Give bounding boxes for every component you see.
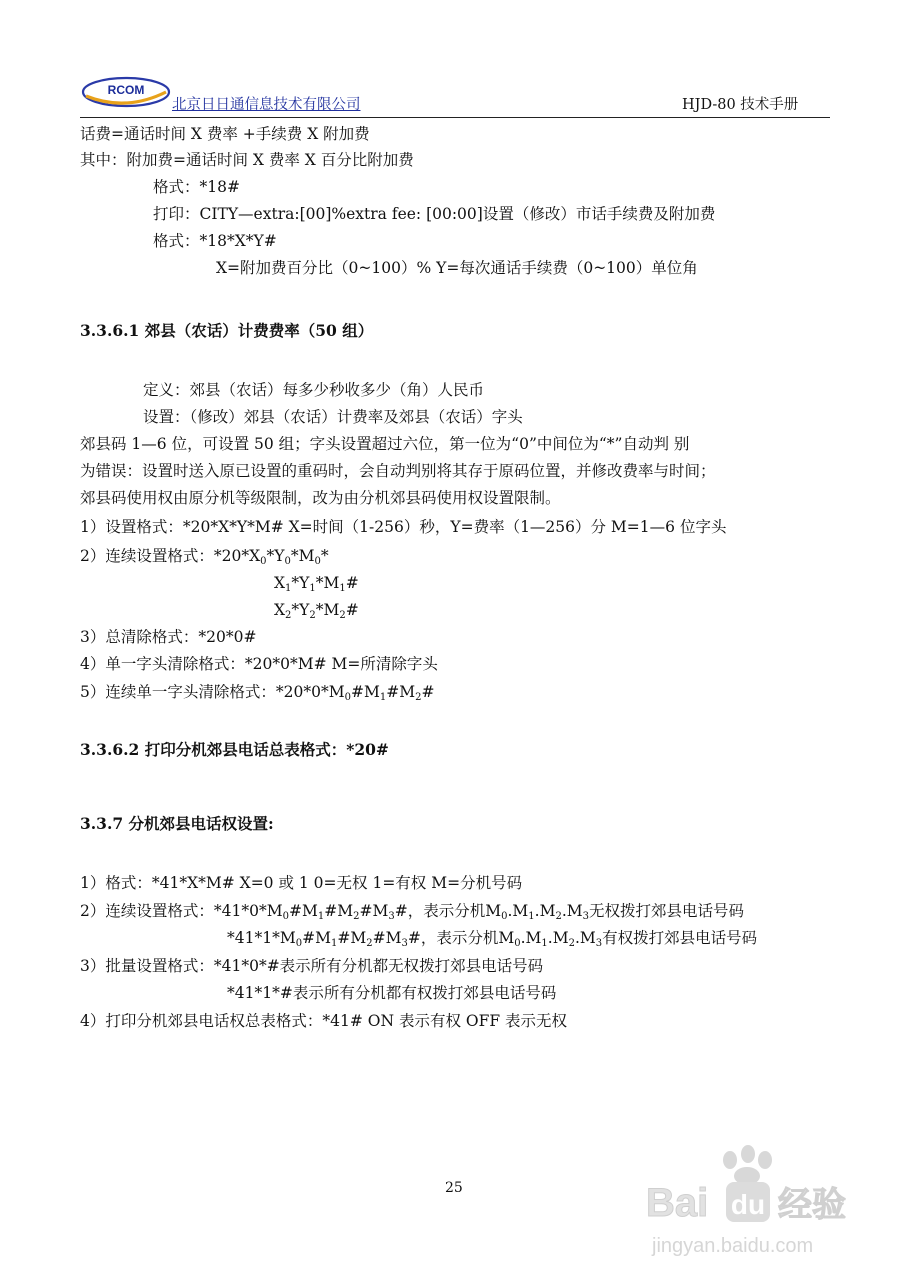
fee-formula: 话费=通话时间 X 费率 +手续费 X 附加费 [80, 125, 370, 143]
watermark-du: du [730, 1189, 766, 1220]
header-rule [80, 117, 830, 118]
item-3-batch-setting-b: *41*1*#表示所有分机都有权拨打郊县电话号码 [227, 984, 557, 1002]
print-line-city: 打印：CITY—extra:[00]%extra fee: [00:00]设置（修改）市话手续费及附加费 [153, 205, 716, 223]
watermark-url: jingyan.baidu.com [652, 1235, 814, 1257]
page-number: 25 [445, 1180, 463, 1196]
item-2-continuous-format: 2）连续设置格式：$*20*X_0*Y_0*M_0*$ [80, 547, 329, 567]
manual-title: HJD-80 技术手册 [682, 97, 799, 113]
item-1-rights-format: 1）格式：*41*X*M# X=0 或 1 0=无权 1=有权 M=分机号码 [80, 874, 523, 892]
item-2-prefix: 2）连续设置格式：*20* [80, 547, 250, 565]
heading-3-3-7: 3.3.7 分机郊县电话权设置: [80, 814, 274, 833]
watermark-brand: Bai [646, 1181, 709, 1225]
format-line-18: 格式：*18# [153, 178, 240, 196]
item-1-set-format: 1）设置格式：*20*X*Y*M# X=时间（1-256）秒，Y=费率（1—256）分 M=1—6 位字头 [80, 518, 727, 536]
baidu-jingyan-watermark [644, 1140, 874, 1270]
watermark-jingyan: 经验 [778, 1185, 846, 1225]
paragraph-line-2: 为错误：设置时送入原已设置的重码时，会自动判别将其存于原码位置，并修改费率与时间； [80, 462, 716, 480]
format-line-18xy: 格式：*18*X*Y# [153, 232, 277, 250]
param-line-xy: X=附加费百分比（0~100）% Y=每次通话手续费（0~100）单位角 [216, 259, 698, 277]
definition-line: 定义：郊县（农话）每多少秒收多少（角）人民币 [143, 381, 485, 399]
item-2-rights-continuous: 2）连续设置格式：$*41*0*M_0\#M_1\#M_2\#M_3\#$，表示分机$M_0.M_1.M_2.M_3$无权拨打郊县电话号码 [80, 902, 745, 922]
item-2-continuation-1: $X_1*Y_1*M_1\#$ [274, 574, 359, 594]
paragraph-line-3: 郊县码使用权由原分机等级限制，改为由分机郊县码使用权设置限制。 [80, 489, 561, 507]
logo-text: RCOM [107, 83, 145, 97]
item-4-print-rights: 4）打印分机郊县电话权总表格式：*41# ON 表示有权 OFF 表示无权 [80, 1012, 568, 1030]
heading-3-3-6-2: 3.3.6.2 打印分机郊县电话总表格式：*20# [80, 740, 389, 759]
heading-3-3-6-1: 3.3.6.1 郊县（农话）计费费率（50 组） [80, 321, 374, 340]
item-4-single-clear: 4）单一字头清除格式：*20*0*M# M=所清除字头 [80, 655, 438, 673]
item-3-batch-setting: 3）批量设置格式：*41*0*#表示所有分机都无权拨打郊县电话号码 [80, 957, 544, 975]
item-2-continuation-2: $X_2*Y_2*M_2\#$ [274, 601, 359, 621]
paragraph-line-1: 郊县码 1—6 位，可设置 50 组；字头设置超过六位，第一位为“0”中间位为“*”自动判 别 [80, 435, 690, 453]
item-2-rights-continuous-b: $*41*1*M_0\#M_1\#M_2\#M_3\#$，表示分机$M_0.M_1.M_2.M_3$有权拨打郊县电话号码 [227, 929, 758, 949]
company-name[interactable]: 北京日日通信息技术有限公司 [172, 97, 361, 113]
paw-icon [723, 1145, 772, 1185]
company-logo [80, 72, 172, 110]
surcharge-formula: 其中：附加费=通话时间 X 费率 X 百分比附加费 [80, 151, 414, 169]
item-5-continuous-clear: 5）连续单一字头清除格式：$*20*0*M_0\#M_1\#M_2\#$ [80, 683, 435, 703]
setting-line: 设置：（修改）郊县（农话）计费率及郊县（农话）字头 [143, 408, 523, 426]
item-3-clear-all: 3）总清除格式：*20*0# [80, 628, 257, 646]
